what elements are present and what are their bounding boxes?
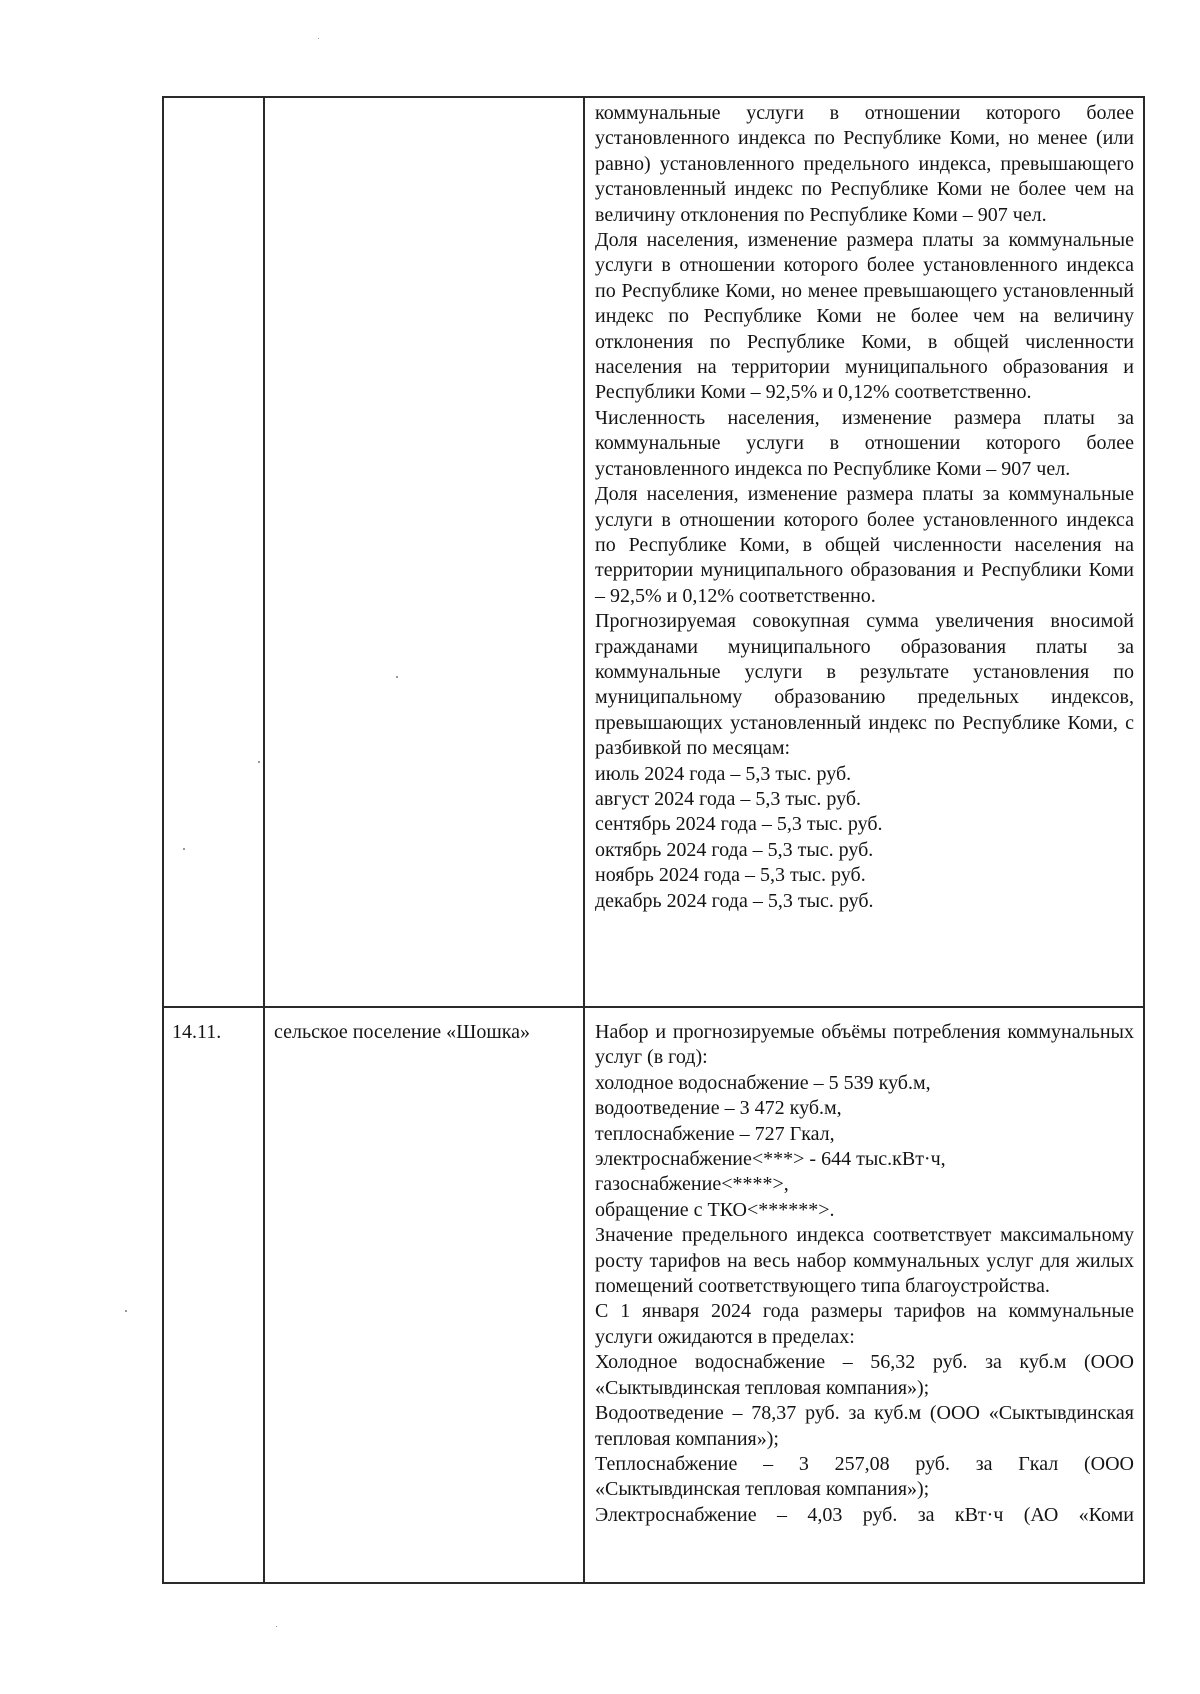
row-number-cell: 14.11. xyxy=(163,1007,264,1583)
paragraph: Прогнозируемая совокупная сумма увеличения вносимой гражданами муниципального образования платы за коммунальные услуги в результате установления по муниципальному образованию предельных индексов, превышающих установленный индекс по Республике Коми, с разбивкой по месяцам: xyxy=(595,610,1134,760)
paragraph: Холодное водоснабжение – 56,32 руб. за куб.м (ООО «Сыктывдинская тепловая компания»); xyxy=(595,1351,1134,1399)
paragraph: Численность населения, изменение размера платы за коммунальные услуги в отношении которого более установленного индекса по Республике Коми – 907 чел. xyxy=(595,406,1134,480)
paragraph: Значение предельного индекса соответствует максимальному росту тарифов на весь набор коммунальных услуг для жилых помещений соответствующего типа благоустройства. xyxy=(595,1224,1134,1298)
service-volume-line: обращение с ТКО<******>. xyxy=(595,1198,835,1221)
monthly-amount-line: июль 2024 года – 5,3 тыс. руб. xyxy=(595,762,852,785)
monthly-amount-line: август 2024 года – 5,3 тыс. руб. xyxy=(595,787,862,810)
row-number-cell xyxy=(163,97,264,1007)
paragraph: Доля населения, изменение размера платы за коммунальные услуги в отношении которого более установленного индекса по Республике Коми, в общей численности населения на территории муниципального образования и Республики Коми – 92,5% и 0,12% соответственно. xyxy=(595,483,1134,607)
monthly-amount-line: декабрь 2024 года – 5,3 тыс. руб. xyxy=(595,889,874,912)
service-volume-line: водоотведение – 3 472 куб.м, xyxy=(595,1097,842,1120)
paragraph: С 1 января 2024 года размеры тарифов на коммунальные услуги ожидаются в пределах: xyxy=(595,1300,1134,1348)
paragraph: Набор и прогнозируемые объёмы потребления коммунальных услуг (в год): xyxy=(595,1021,1134,1069)
table-row xyxy=(163,97,1144,1007)
monthly-amount-line: ноябрь 2024 года – 5,3 тыс. руб. xyxy=(595,864,866,887)
municipality-cell xyxy=(264,97,584,1007)
service-volume-line: теплоснабжение – 727 Гкал, xyxy=(595,1122,835,1145)
paragraph: коммунальные услуги в отношении которого более установленного индекса по Республике Коми, но менее (или равно) установленного предельного индекса, превышающего установленный индекс по Республике Коми не более чем на величину отклонения по Республике Коми – 907 чел. xyxy=(595,102,1134,226)
municipality-cell: сельское поселение «Шошка» xyxy=(264,1007,584,1583)
service-volume-line: газоснабжение<****>, xyxy=(595,1173,789,1196)
description-cell xyxy=(584,97,1144,1007)
service-volume-line: холодное водоснабжение – 5 539 куб.м, xyxy=(595,1071,931,1094)
tariff-table xyxy=(162,96,1145,1584)
description-cell xyxy=(584,1007,1144,1583)
service-volume-line: электроснабжение<***> - 644 тыс.кВт·ч, xyxy=(595,1148,946,1171)
paragraph: Водоотведение – 78,37 руб. за куб.м (ООО «Сыктывдинская тепловая компания»); xyxy=(595,1402,1134,1450)
paragraph: Доля населения, изменение размера платы за коммунальные услуги в отношении которого более установленного индекса по Республике Коми, но менее превышающего установленный индекс по Республике Коми не более чем на величину отклонения по Республике Коми, в общей численности населения на территории муниципального образования и Республики Коми – 92,5% и 0,12% соответственно. xyxy=(595,229,1134,404)
table-row xyxy=(163,1007,1144,1583)
monthly-amount-line: октябрь 2024 года – 5,3 тыс. руб. xyxy=(595,838,874,861)
paragraph: Теплоснабжение – 3 257,08 руб. за Гкал (ООО «Сыктывдинская тепловая компания»); xyxy=(595,1452,1134,1501)
paragraph-continued: Электроснабжение – 4,03 руб. за кВт·ч (АО «Коми xyxy=(595,1503,1134,1526)
monthly-amount-line: сентябрь 2024 года – 5,3 тыс. руб. xyxy=(595,813,883,836)
